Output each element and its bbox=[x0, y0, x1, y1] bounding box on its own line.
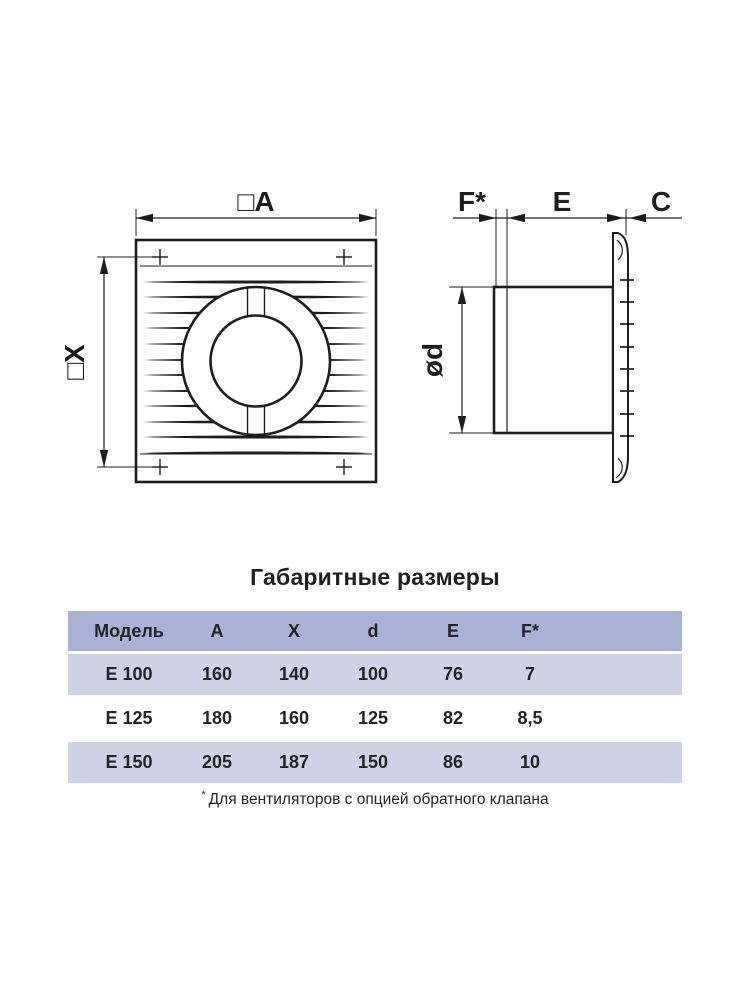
table-row-e150 bbox=[68, 742, 682, 783]
inner-circle bbox=[211, 316, 302, 407]
front-view-drawing bbox=[59, 186, 376, 482]
dimension-drawings bbox=[0, 180, 750, 510]
dim-label-depth-e: E bbox=[552, 186, 572, 217]
dim-label-diameter-d: ød bbox=[417, 342, 448, 378]
col-header-x: X bbox=[287, 620, 300, 641]
arrowhead-right-icon bbox=[359, 214, 376, 222]
cell-e: 76 bbox=[442, 664, 464, 684]
col-header-model: Модель bbox=[94, 620, 164, 641]
col-header-f: F* bbox=[521, 620, 539, 641]
footnote-text: Для вентиляторов с опцией обратного клапана bbox=[208, 791, 549, 809]
fan-face-plate bbox=[613, 233, 634, 482]
arrowhead-left-icon bbox=[508, 214, 525, 222]
cell-e: 86 bbox=[442, 752, 464, 772]
footnote-marker: * bbox=[201, 789, 206, 801]
arrowhead-right-icon bbox=[607, 214, 624, 222]
cell-f: 7 bbox=[524, 664, 535, 684]
cell-f: 8,5 bbox=[517, 708, 543, 728]
cell-model: E 150 bbox=[105, 752, 153, 772]
table-title: Габаритные размеры bbox=[250, 564, 500, 590]
cell-d: 125 bbox=[357, 708, 389, 728]
cell-d: 150 bbox=[357, 752, 389, 772]
cell-x: 187 bbox=[278, 752, 310, 772]
dim-label-width-a: □A bbox=[237, 186, 275, 217]
dim-label-flange-f: F* bbox=[458, 186, 486, 217]
side-view-drawing bbox=[417, 186, 682, 482]
arrowhead-up-icon bbox=[458, 287, 466, 304]
table-row-e100 bbox=[68, 654, 682, 695]
dim-label-height-x: □X bbox=[59, 344, 90, 380]
cell-a: 160 bbox=[201, 664, 233, 684]
arrowhead-left-icon bbox=[629, 214, 646, 222]
cell-a: 180 bbox=[201, 708, 233, 728]
cell-model: E 100 bbox=[105, 664, 153, 684]
cell-model: E 125 bbox=[105, 708, 153, 728]
fan-duct-body bbox=[494, 287, 613, 433]
col-header-a: A bbox=[210, 620, 224, 641]
arrowhead-down-icon bbox=[100, 450, 108, 467]
cell-x: 160 bbox=[278, 708, 310, 728]
table-row-e125 bbox=[68, 698, 682, 739]
cell-f: 10 bbox=[519, 752, 541, 772]
footnote bbox=[0, 789, 750, 809]
col-header-d: d bbox=[367, 620, 379, 641]
cell-d: 100 bbox=[357, 664, 389, 684]
col-header-e: E bbox=[446, 620, 459, 641]
cell-x: 140 bbox=[278, 664, 310, 684]
table-header-row bbox=[68, 611, 682, 651]
cell-a: 205 bbox=[201, 752, 233, 772]
arrowhead-down-icon bbox=[458, 416, 466, 433]
arrowhead-left-icon bbox=[136, 214, 153, 222]
arrowhead-up-icon bbox=[100, 257, 108, 274]
dim-label-grille-c: C bbox=[650, 186, 672, 217]
cell-e: 82 bbox=[442, 708, 464, 728]
dimensions-table bbox=[68, 611, 682, 783]
